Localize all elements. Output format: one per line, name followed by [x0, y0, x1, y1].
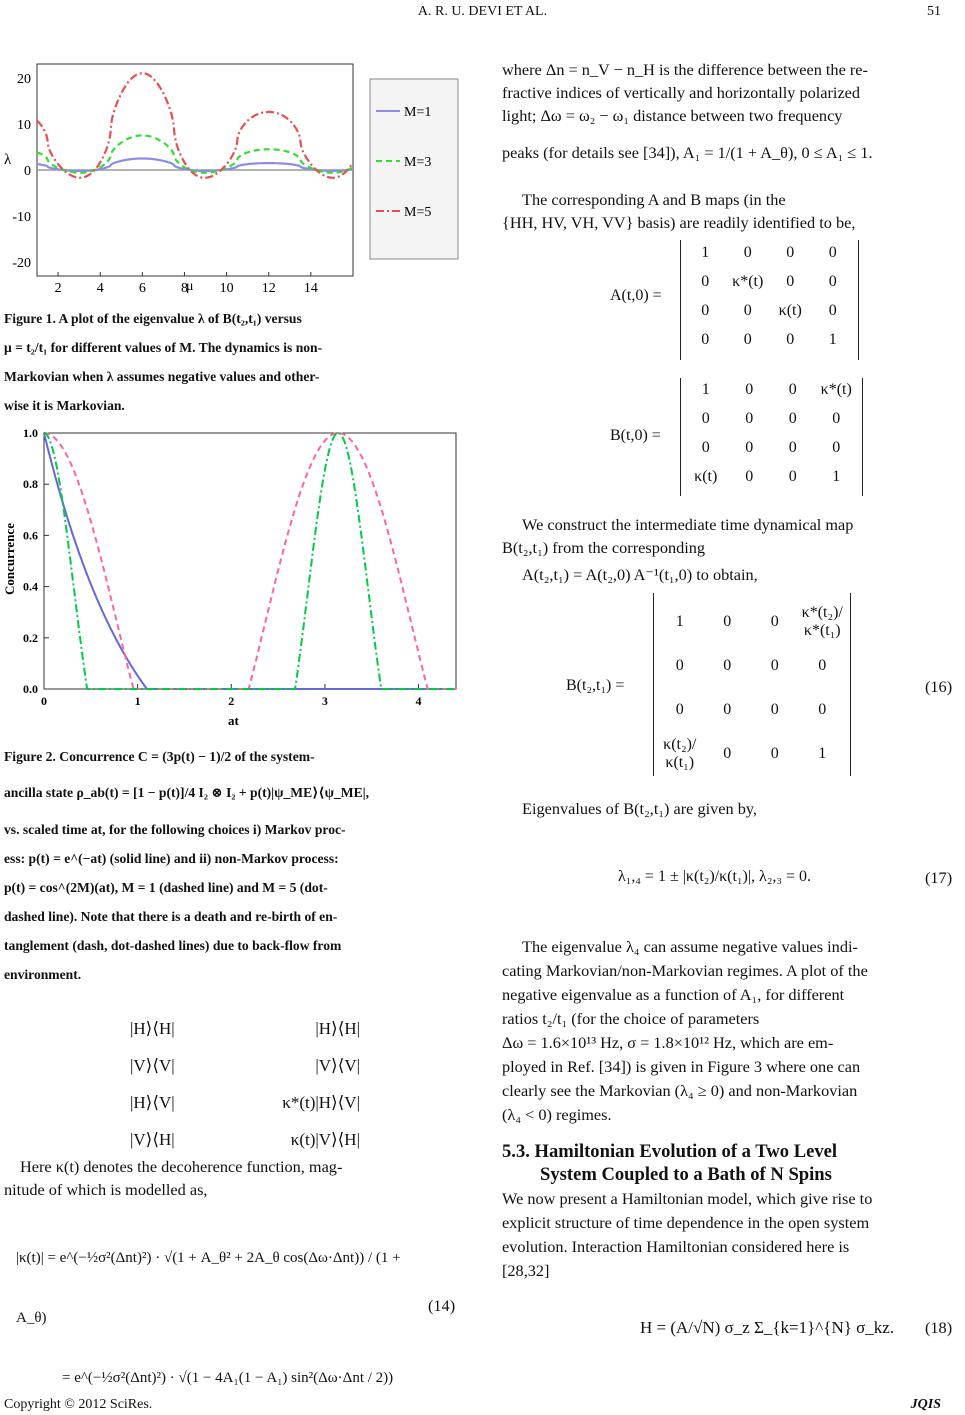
- ket-left: |V⟩⟨V|: [130, 1056, 175, 1075]
- section-heading-line: System Coupled to a Bath of N Spins: [540, 1164, 832, 1185]
- text-line: negative eigenvalue as a function of A₁, for different: [502, 985, 845, 1004]
- matrix-16-label: B(t₂,t₁) =: [566, 677, 625, 694]
- matrix-16: [656, 600, 846, 776]
- matrix-b-cell: 0: [745, 381, 754, 398]
- text-line: (λ₄ < 0) regimes.: [502, 1105, 612, 1124]
- paragraph-eigen: Eigenvalues of B(t₂,t₁) are given by,: [522, 799, 757, 818]
- matrix-16-cell: 0: [818, 701, 827, 718]
- figure1-xtick-label: 12: [261, 281, 276, 296]
- page-number: 51: [927, 4, 941, 19]
- matrix-a-cell: 0: [828, 273, 837, 290]
- figure2-ytick-label: 0.8: [23, 477, 38, 492]
- equation-17: λ₁,₄ = 1 ± |κ(t₂)/κ(t₁)|, λ₂,₃ = 0.: [618, 868, 811, 885]
- text-line: where Δn = n_V − n_H is the difference between the re-: [502, 60, 868, 79]
- text-line: fractive indices of vertically and horizontally polarized: [502, 83, 861, 102]
- text-line: B(t₂,t₁) from the corresponding: [502, 538, 706, 557]
- matrix-a-cell: 0: [743, 244, 752, 261]
- figure2-caption-line: p(t) = cos^(2M)(at), M = 1 (dashed line) and M = 5 (dot-: [4, 880, 328, 895]
- matrix-a-cell: 0: [786, 331, 795, 348]
- text-line: The eigenvalue λ₄ can assume negative values indi-: [522, 937, 858, 956]
- matrix-a-cell: 0: [828, 244, 837, 261]
- matrix-16-cell: 0: [723, 745, 732, 762]
- matrix-a: [684, 244, 854, 360]
- matrix-b-left-bracket: [680, 378, 681, 496]
- figure1-xtick-label: 14: [303, 281, 318, 296]
- text-line: ployed in Ref. [34]) is given in Figure 3 where one can: [502, 1057, 861, 1076]
- text-line: light; Δω = ω₂ − ω₁ distance between two frequency: [502, 106, 843, 125]
- matrix-b-cell: 0: [788, 439, 797, 456]
- figure2-plot-frame: [44, 433, 456, 689]
- ket-left: |H⟩⟨H|: [130, 1019, 175, 1038]
- matrix-a-cell: 0: [786, 244, 795, 261]
- matrix-b-cell: κ(t): [694, 468, 718, 485]
- text-line: evolution. Interaction Hamiltonian considered here is: [502, 1237, 850, 1256]
- equation-18-number: (18): [925, 1318, 953, 1337]
- figure1-xtick-label: 10: [219, 281, 234, 296]
- figure2-ytick-label: 0.2: [23, 630, 38, 645]
- equation-14-line1: |κ(t)| = e^(−½σ²(Δnt)²) · √(1 + A_θ² + 2A_θ cos(Δω·Δnt)) / (1 + A_θ): [16, 1250, 401, 1326]
- matrix-b-cell: 0: [701, 439, 710, 456]
- text-line: clearly see the Markovian (λ₄ ≥ 0) and non-Markovian: [502, 1081, 858, 1100]
- text-line: [28,32]: [502, 1261, 550, 1280]
- matrix-a-label: A(t,0) =: [610, 287, 662, 304]
- matrix-16-cell: 0: [770, 745, 779, 762]
- matrix-b-label: B(t,0) =: [610, 427, 661, 444]
- text-line: ratios t₂/t₁ (for the choice of parameters: [502, 1009, 760, 1028]
- matrix-16-cell: 0: [770, 701, 779, 718]
- figure1-caption-line: Figure 1. A plot of the eigenvalue λ of B(t₂,t₁) versus: [4, 311, 302, 326]
- matrix-16-cell: 0: [770, 613, 779, 630]
- paragraph-maps: [502, 188, 963, 234]
- figure2-chart: [0, 425, 462, 730]
- text-line: The corresponding A and B maps (in the: [522, 190, 786, 209]
- figure1-xtick-label: 4: [96, 281, 104, 296]
- ket-row: [130, 1047, 360, 1084]
- footer-journal: JQIS: [910, 1397, 941, 1412]
- matrix-a-cell: 1: [828, 331, 837, 348]
- matrix-b-cell: 0: [788, 410, 797, 427]
- ket-row: [130, 1121, 360, 1158]
- section-heading: [502, 1140, 963, 1186]
- figure2-caption-line: environment.: [4, 967, 82, 982]
- figure2-xtick-label: 4: [415, 694, 422, 708]
- text-line: We now present a Hamiltonian model, which give rise to: [502, 1189, 873, 1208]
- text-line: Δω = 1.6×10¹³ Hz, σ = 1.8×10¹² Hz, which are em-: [502, 1033, 834, 1052]
- figure1-ytick-label: -20: [12, 256, 31, 272]
- figure2-caption-line: ess: p(t) = e^(−at) (solid line) and ii) non-Markov process:: [4, 851, 339, 866]
- figure1-yticks: [12, 72, 31, 271]
- figure2-caption-line: Figure 2. Concurrence C = (3p(t) − 1)/2 of the system-: [4, 749, 315, 764]
- matrix-a-cell: κ(t): [778, 302, 802, 319]
- figure2-caption-line: ancilla state ρ_ab(t) = [1 − p(t)]/4 I₂ ⊗ I₂ + p(t)|ψ_ME⟩⟨ψ_ME|,: [4, 785, 370, 800]
- matrix-b-cell: 1: [701, 381, 710, 398]
- matrix-a-cell: 1: [701, 244, 710, 261]
- matrix-16-cell: 0: [723, 701, 732, 718]
- figure1-xtick-label: 8: [180, 281, 188, 296]
- figure1-xtick-label: 6: [138, 281, 146, 296]
- figure1-ytick-label: 10: [17, 117, 31, 133]
- matrix-a-cell: 0: [701, 302, 710, 319]
- paragraph-hamiltonian: [502, 1187, 963, 1283]
- ket-left: |H⟩⟨V|: [130, 1093, 175, 1112]
- paragraph-here: [4, 1155, 462, 1201]
- figure1-ytick-label: -10: [12, 210, 31, 226]
- matrix-a-left-bracket: [680, 240, 681, 360]
- matrix-b-right-bracket: [862, 378, 863, 496]
- text-line: peaks (for details see [34]), A₁ = 1/(1 + A_θ), 0 ≤ A₁ ≤ 1.: [502, 143, 873, 162]
- matrix-b-cell: 0: [832, 410, 841, 427]
- equation-14-line2: = e^(−½σ²(Δnt)²) · √(1 − 4A₁(1 − A₁) sin²(Δω·Δnt / 2)): [62, 1370, 394, 1386]
- figure1-xtick-label: 2: [54, 281, 62, 296]
- text-line: Here κ(t) denotes the decoherence function, mag-: [20, 1157, 343, 1176]
- matrix-b-cell: 0: [832, 439, 841, 456]
- matrix-16-left-bracket: [653, 593, 654, 776]
- ket-right: κ*(t)|H⟩⟨V|: [282, 1093, 360, 1112]
- figure2-xtick-label: 2: [228, 694, 235, 708]
- figure2-xtick-label: 1: [134, 694, 141, 708]
- footer-copyright: Copyright © 2012 SciRes.: [4, 1397, 153, 1412]
- figure1-legend-label: M=3: [404, 155, 432, 170]
- figure2-xlabel: at: [228, 713, 239, 728]
- matrix-a-cell: 0: [701, 331, 710, 348]
- equation-17-number: (17): [925, 868, 953, 887]
- figure1-ytick-label: 20: [17, 71, 31, 87]
- figure2-caption-line: vs. scaled time at, for the following choices i) Markov proc-: [4, 822, 346, 837]
- matrix-16-cell: 0: [675, 657, 684, 674]
- matrix-a-right-bracket: [858, 240, 859, 360]
- matrix-a-cell: κ*(t): [732, 273, 764, 290]
- header-title: A. R. U. DEVI ET AL.: [417, 4, 548, 19]
- figure1-legend-label: M=1: [404, 105, 432, 120]
- figure2-ytick-label: 0.6: [23, 528, 38, 543]
- figure1-caption-line: Markovian when λ assumes negative values and other-: [4, 369, 320, 384]
- paragraph-construct: [502, 513, 963, 586]
- figure2-caption: [4, 742, 462, 989]
- matrix-b-cell: 0: [745, 439, 754, 456]
- ket-right: κ(t)|V⟩⟨H|: [290, 1130, 360, 1149]
- figure1-legend-label: M=5: [404, 205, 432, 220]
- text-line: explicit structure of time dependence in the open system: [502, 1213, 870, 1232]
- matrix-a-cell: 0: [701, 273, 710, 290]
- matrix-b-cell: 1: [832, 468, 841, 485]
- figure1-caption: [4, 304, 462, 420]
- figure2-caption-line: tanglement (dash, dot-dashed lines) due to back-flow from: [4, 938, 342, 953]
- matrix-b-cell: 0: [745, 410, 754, 427]
- figure1-ytick-label: 0: [24, 164, 31, 179]
- matrix-b-cell: 0: [788, 468, 797, 485]
- figure2-xtick-label: 0: [41, 694, 47, 708]
- text-line: nitude of which is modelled as,: [4, 1180, 208, 1199]
- matrix-b: [684, 381, 858, 497]
- matrix-a-cell: 0: [828, 302, 837, 319]
- paragraph-where: [502, 58, 963, 164]
- equation-18: H = (A/√N) σ_z Σ_{k=1}^{N} σ_kz.: [640, 1318, 895, 1337]
- matrix-b-cell: κ*(t): [820, 381, 852, 398]
- matrix-16-cell: 1: [675, 613, 684, 630]
- figure2-ytick-label: 0.4: [23, 579, 38, 594]
- equation-14: [16, 1228, 416, 1408]
- figure2-xtick-label: 3: [321, 694, 328, 708]
- ket-row: [130, 1084, 360, 1121]
- text-line: We construct the intermediate time dynamical map: [522, 515, 854, 534]
- text-line: {HH, HV, VH, VV} basis) are readily identified to be,: [502, 213, 856, 232]
- matrix-b-cell: 0: [745, 468, 754, 485]
- figure1-caption-line: wise it is Markovian.: [4, 398, 125, 413]
- matrix-16-right-bracket: [850, 593, 851, 776]
- figure2-ytick-label: 1.0: [23, 426, 38, 440]
- matrix-b-cell: 0: [788, 381, 797, 398]
- matrix-16-cell: 0: [770, 657, 779, 674]
- paragraph-eigenvalue: [502, 935, 963, 1127]
- matrix-16-cell: 1: [818, 745, 827, 762]
- matrix-16-cell: 0: [675, 701, 684, 718]
- ket-mapping: [130, 1010, 360, 1158]
- figure2-ylabel: Concurrence: [2, 523, 17, 595]
- matrix-16-cell: 0: [723, 657, 732, 674]
- matrix-a-cell: 0: [743, 302, 752, 319]
- equation-16-number: (16): [925, 677, 953, 696]
- figure1-caption-line: μ = t₂/t₁ for different values of M. The dynamics is non-: [4, 340, 323, 355]
- ket-right: |V⟩⟨V|: [315, 1056, 360, 1075]
- matrix-16-cell: κ(t₂)/κ(t₁): [663, 736, 697, 771]
- matrix-a-cell: 0: [743, 331, 752, 348]
- figure1-ylabel: λ: [4, 152, 12, 168]
- ket-right: |H⟩⟨H|: [315, 1019, 360, 1038]
- ket-left: |V⟩⟨H|: [130, 1130, 175, 1149]
- figure1-chart: [0, 56, 462, 296]
- text-line: cating Markovian/non-Markovian regimes. A plot of the: [502, 961, 868, 980]
- section-heading-line: 5.3. Hamiltonian Evolution of a Two Level: [502, 1141, 838, 1162]
- matrix-16-cell: 0: [818, 657, 827, 674]
- figure2-ytick-label: 0.0: [23, 682, 38, 696]
- figure2-caption-line: dashed line). Note that there is a death and re-birth of en-: [4, 909, 338, 924]
- running-header: [0, 4, 965, 20]
- equation-14-number: (14): [428, 1296, 456, 1315]
- matrix-a-cell: 0: [786, 273, 795, 290]
- figure1-xlabel: μ: [186, 279, 194, 294]
- matrix-16-cell: κ*(t₂)/κ*(t₁): [801, 604, 843, 639]
- matrix-b-cell: 0: [701, 410, 710, 427]
- matrix-16-cell: 0: [723, 613, 732, 630]
- text-line: A(t₂,t₁) = A(t₂,0) A⁻¹(t₁,0) to obtain,: [522, 565, 758, 584]
- ket-row: [130, 1010, 360, 1047]
